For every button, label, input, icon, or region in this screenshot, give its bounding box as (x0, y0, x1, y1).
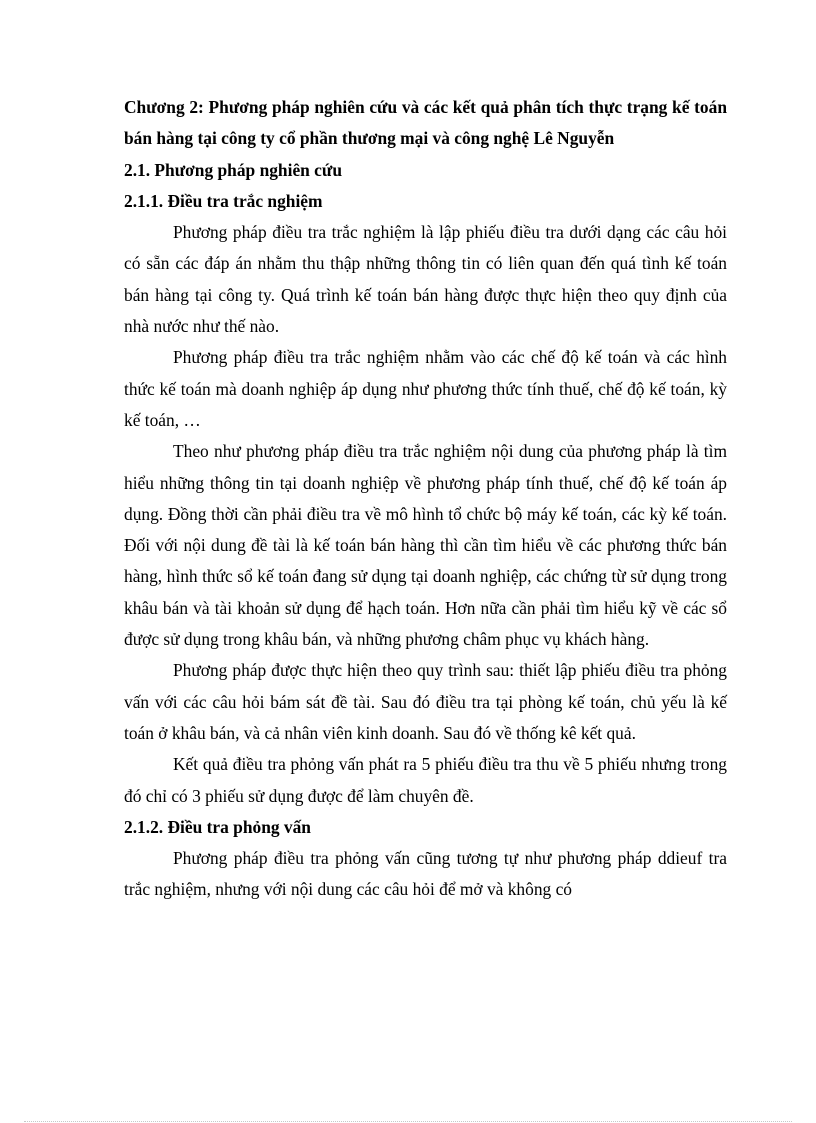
paragraph: Phương pháp điều tra trắc nghiệm nhằm vào các chế độ kế toán và các hình thức kế toán mà doanh nghiệp áp dụng như phương thức tính thuế, chế độ kế toán, kỳ kế toán, … (124, 347, 727, 430)
paragraph: Kết quả điều tra phỏng vấn phát ra 5 phiếu điều tra thu về 5 phiếu nhưng trong đó chỉ có 3 phiếu sử dụng được để làm chuyên đề. (124, 754, 727, 806)
paragraph: Phương pháp điều tra phỏng vấn cũng tương tự như phương pháp ddieuf tra trắc nghiệm, nhưng với nội dung các câu hỏi để mở và không có (124, 848, 727, 900)
section-heading-2-1-2: 2.1.2. Điều tra phỏng vấn (124, 816, 311, 837)
document-page (124, 92, 727, 906)
section-heading-2-1-1: 2.1.1. Điều tra trắc nghiệm (124, 190, 323, 211)
page-bottom-divider (24, 1121, 792, 1122)
paragraph: Phương pháp được thực hiện theo quy trình sau: thiết lập phiếu điều tra phỏng vấn với các câu hỏi bám sát đề tài. Sau đó điều tra tại phòng kế toán, chủ yếu là kế toán ở khâu bán, và cả nhân viên kinh doanh. Sau đó về thống kê kết quả. (124, 660, 727, 743)
section-heading-2-1: 2.1. Phương pháp nghiên cứu (124, 159, 343, 180)
paragraph: Theo như phương pháp điều tra trắc nghiệm nội dung của phương pháp là tìm hiểu những thông tin tại doanh nghiệp về phương pháp tính thuế, chế độ kế toán áp dụng. Đồng thời cần phải điều tra về mô hình tổ chức bộ máy kế toán, các kỳ kế toán. Đối với nội dung đề tài là kế toán bán hàng thì cần tìm hiểu về các phương thức bán hàng, hình thức sổ kế toán đang sử dụng tại doanh nghiệp, các chứng từ sử dụng trong khâu bán và tài khoản sử dụng để hạch toán. Hơn nữa cần phải tìm hiểu kỹ về các sổ được sử dụng trong khâu bán, và những phương châm phục vụ khách hàng. (124, 441, 727, 650)
paragraph: Phương pháp điều tra trắc nghiệm là lập phiếu điều tra dưới dạng các câu hỏi có sẵn các đáp án nhằm thu thập những thông tin có liên quan đến quá tình kế toán bán hàng tại công ty. Quá trình kế toán bán hàng được thực hiện theo quy định của nhà nước như thế nào. (124, 222, 727, 337)
chapter-title: Chương 2: Phương pháp nghiên cứu và các kết quả phân tích thực trạng kế toán bán hàng tại công ty cổ phần thương mại và công nghệ Lê Nguyễn (124, 97, 727, 149)
